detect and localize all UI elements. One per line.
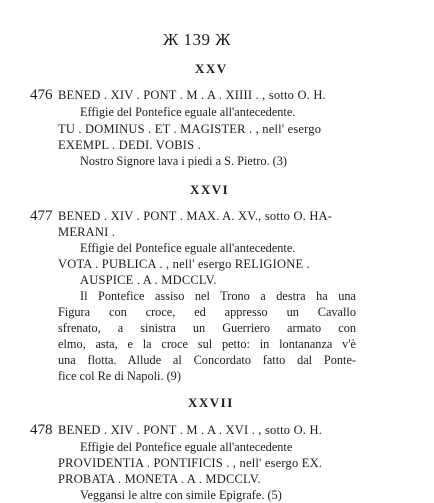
entry-line: MERANI . xyxy=(58,225,116,239)
entry-line: BENED . XIV . PONT . M . A . XVI . , sotto O. H. xyxy=(58,423,323,437)
entry-line: AUSPICE . A . MDCCLV. xyxy=(80,273,217,287)
section-heading: XXV xyxy=(195,61,228,76)
entry-line: Veggansi le altre con simile Epigrafe. (5) xyxy=(80,488,282,502)
entry-line: Effigie del Pontefice eguale all'antecedente xyxy=(80,440,293,454)
entry-line: Effigie del Pontefice eguale all'antecedente. xyxy=(80,105,296,119)
entry-number: 478 xyxy=(30,422,53,438)
entry-number: 476 xyxy=(30,87,53,103)
entry-line: PROVIDENTIA . PONTIFICIS . , nell' esergo EX. xyxy=(58,456,323,470)
section-heading: XXVII xyxy=(188,395,234,410)
entry-line: sfrenato, a sinistra un Guerriero armato con xyxy=(58,321,356,335)
entry-line: fice col Re di Napoli. (9) xyxy=(58,369,181,383)
entry-line: Il Pontefice assiso nel Trono a destra ha una xyxy=(80,289,356,303)
entry-line: Figura con croce, ed appresso un Cavallo xyxy=(58,305,356,319)
entry-number: 477 xyxy=(30,208,53,224)
entry-line: PROBATA . MONETA . A . MDCCLV. xyxy=(58,472,261,486)
entry-line: Nostro Signore lava i piedi a S. Pietro. (3) xyxy=(80,154,287,168)
page-header: Ж 139 Ж xyxy=(163,30,231,49)
section-heading: XXVI xyxy=(190,182,230,197)
entry-line: EXEMPL . DEDI. VOBIS . xyxy=(58,138,201,152)
entry-line: Effigie del Pontefice eguale all'antecedente. xyxy=(80,241,296,255)
entry-line: BENED . XIV . PONT . MAX. A. XV., sotto O. HA- xyxy=(58,209,333,223)
entry-line: una flotta. Allude al Concordato fatto dal Ponte- xyxy=(58,353,356,367)
entry-line: elmo, asta, e la croce sul petto: in lontananza v'è xyxy=(58,337,356,351)
entry-line: TU . DOMINUS . ET . MAGISTER . , nell' esergo xyxy=(58,122,322,136)
entry-line: VOTA . PUBLICA . , nell' esergo RELIGIONE . xyxy=(58,257,310,271)
entry-line: BENED . XIV . PONT . M . A . XIIII . , sotto O. H. xyxy=(58,88,326,102)
